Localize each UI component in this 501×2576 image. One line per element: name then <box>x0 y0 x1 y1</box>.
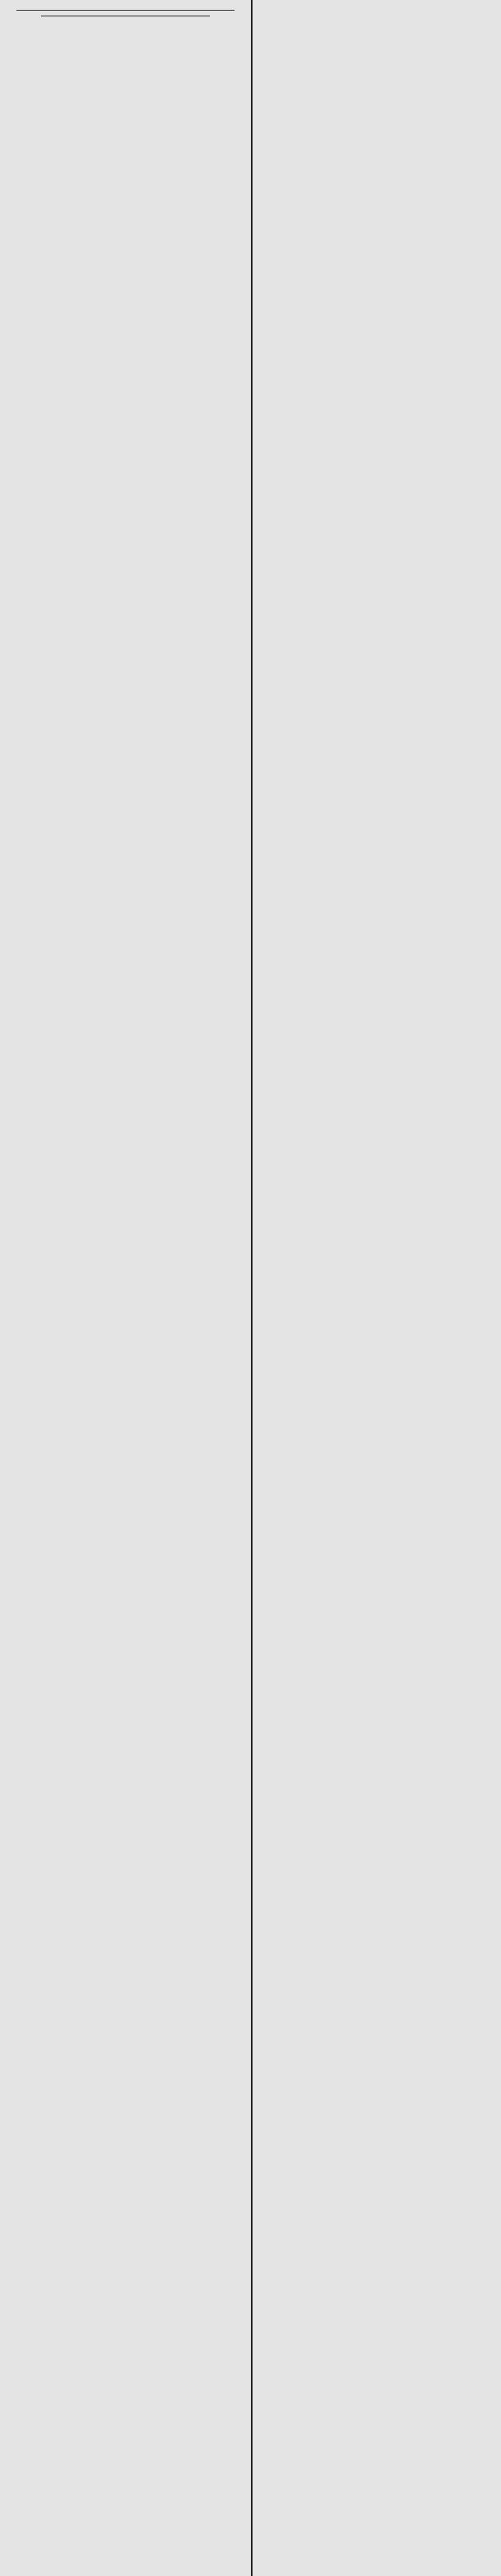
divider <box>16 10 235 11</box>
column-rule <box>251 0 253 2576</box>
left-column <box>0 0 249 2576</box>
right-column <box>255 0 501 2576</box>
